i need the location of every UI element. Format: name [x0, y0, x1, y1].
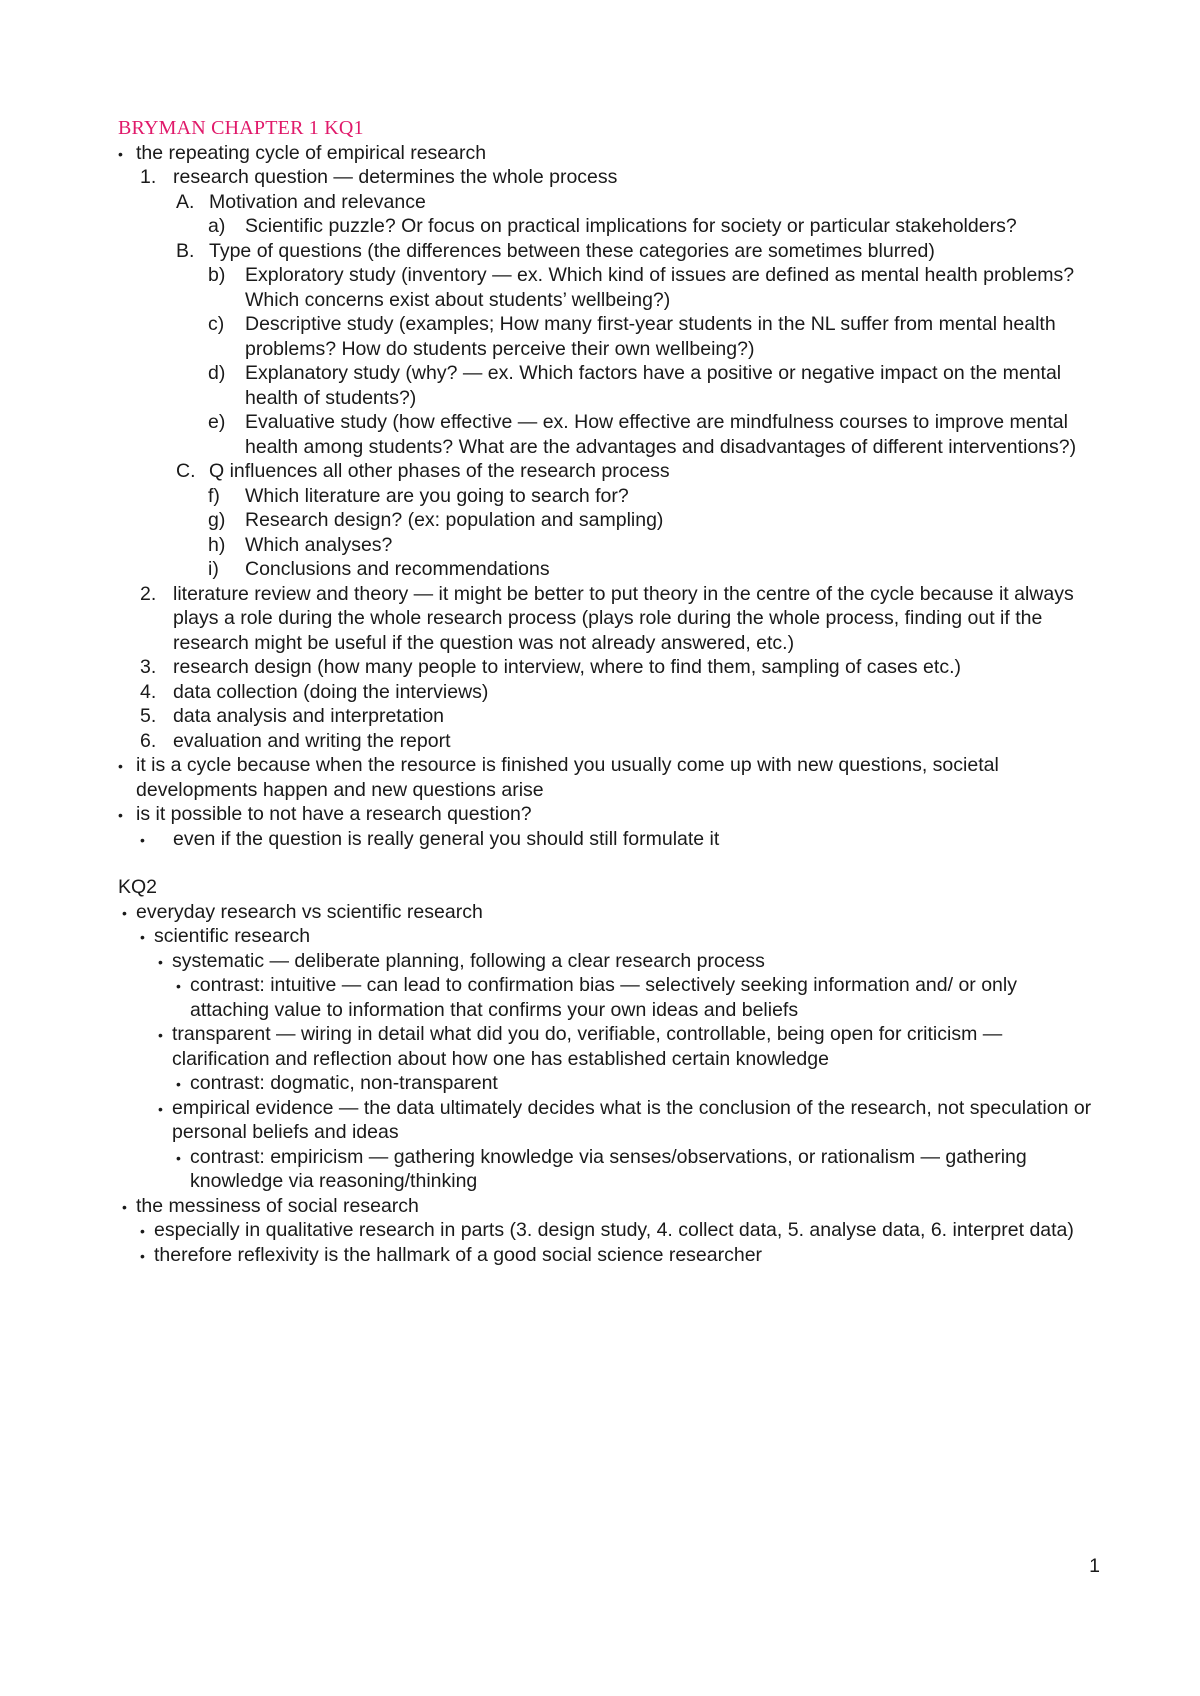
list-marker: •	[118, 758, 123, 774]
list-marker: a)	[208, 215, 226, 237]
list-item-text: literature review and theory — it might be better to put theory in the centre of the cycle because it always plays a role during the whole research process (plays role during the whole process, finding out if the research might be useful if the question was not already answered, etc.)	[173, 582, 1074, 654]
chapter-title: BRYMAN CHAPTER 1 KQ1	[118, 117, 364, 139]
list-item	[118, 680, 1100, 705]
list-item	[118, 753, 1100, 802]
list-item	[118, 459, 1100, 484]
list-item-text: Motivation and relevance	[209, 190, 426, 213]
list-item	[118, 949, 1100, 974]
list-item-text: especially in qualitative research in parts (3. design study, 4. collect data, 5. analyse data, 6. interpret data)	[154, 1219, 1074, 1241]
list-marker: •	[122, 1198, 127, 1215]
list-item	[118, 312, 1100, 361]
list-item-text: systematic — deliberate planning, following a clear research process	[172, 949, 765, 972]
list-item-text: evaluation and writing the report	[173, 729, 451, 752]
list-item-text: research question — determines the whole process	[173, 166, 618, 188]
list-marker: •	[118, 145, 123, 162]
list-item-text: data collection (doing the interviews)	[173, 680, 489, 703]
list-marker: •	[118, 807, 123, 823]
list-marker: 2.	[140, 582, 157, 605]
list-item	[118, 1218, 1100, 1243]
list-marker: 5.	[140, 705, 157, 727]
list-item	[118, 557, 1100, 582]
list-item-text: data analysis and interpretation	[173, 705, 445, 727]
list-marker: i)	[208, 558, 219, 580]
list-item-text: Evaluative study (how effective — ex. How effective are mindfulness courses to improve mental health among students? What are the advantages and disadvantages of different interventions?)	[245, 411, 1077, 458]
list-item	[118, 655, 1100, 680]
list-item-text: the messiness of social research	[136, 1194, 419, 1217]
list-item	[118, 1194, 1100, 1219]
list-marker: g)	[208, 509, 226, 531]
list-item	[118, 190, 1100, 215]
list-marker: c)	[208, 313, 225, 335]
list-marker: A.	[176, 190, 195, 213]
list-marker: •	[140, 1247, 145, 1264]
list-item-text: contrast: empiricism — gathering knowledge via senses/observations, or rationalism — gathering knowledge via reasoning/thinking	[190, 1145, 1027, 1192]
list-marker: •	[176, 1149, 181, 1166]
list-marker: •	[176, 978, 181, 994]
list-item	[118, 484, 1100, 509]
list-item	[118, 582, 1100, 656]
list-item	[118, 533, 1100, 558]
list-item-text: even if the question is really general you should still formulate it	[173, 827, 720, 850]
list-marker: b)	[208, 264, 226, 286]
list-item	[118, 729, 1100, 754]
list-item-text: is it possible to not have a research question?	[136, 803, 532, 825]
page-number: 1	[1089, 1555, 1100, 1577]
list-marker: f)	[208, 484, 220, 507]
list-item	[118, 802, 1100, 827]
list-item-text: Descriptive study (examples; How many first-year students in the NL suffer from mental health problems? How do students perceive their own wellbeing?)	[245, 313, 1056, 360]
list-item-text: Exploratory study (inventory — ex. Which kind of issues are defined as mental health problems? Which concerns exist about students’ wellbeing?)	[245, 264, 1075, 311]
list-item	[118, 361, 1100, 410]
list-marker: 1.	[140, 166, 157, 188]
list-item	[118, 239, 1100, 264]
list-marker: •	[140, 929, 145, 945]
list-item	[118, 924, 1100, 949]
list-item	[118, 508, 1100, 533]
list-item-text: Scientific puzzle? Or focus on practical implications for society or particular stakeholders?	[245, 215, 1017, 237]
list-item-text: scientific research	[154, 925, 311, 947]
list-item-text: Conclusions and recommendations	[245, 558, 550, 580]
list-item-text: it is a cycle because when the resource is finished you usually come up with new questions, societal developments happen and new questions arise	[136, 754, 999, 801]
list-item	[118, 1243, 1100, 1268]
list-marker: B.	[176, 239, 195, 262]
list-item	[118, 263, 1100, 312]
list-item	[118, 1096, 1100, 1145]
list-marker: •	[158, 953, 163, 970]
list-item-text: Q influences all other phases of the research process	[209, 460, 670, 482]
list-item-text: contrast: dogmatic, non-transparent	[190, 1072, 498, 1094]
section-kq1	[118, 141, 1100, 852]
section-kq2-body	[118, 900, 1100, 1268]
list-item	[118, 1145, 1100, 1194]
list-item	[118, 1022, 1100, 1071]
list-marker: 3.	[140, 656, 157, 678]
list-item-text: therefore reflexivity is the hallmark of a good social science researcher	[154, 1243, 763, 1266]
list-marker: •	[140, 831, 145, 848]
list-item	[118, 1071, 1100, 1096]
list-item	[118, 827, 1100, 852]
document-body	[118, 116, 1100, 1267]
list-item-text: contrast: intuitive — can lead to confirmation bias — selectively seeking information and/ or only attaching value to information that confirms your own ideas and beliefs	[190, 974, 1017, 1021]
list-marker: •	[158, 1100, 163, 1117]
list-item-text: the repeating cycle of empirical research	[136, 141, 487, 164]
list-marker: •	[176, 1076, 181, 1092]
list-item	[118, 410, 1100, 459]
list-item-text: empirical evidence — the data ultimately decides what is the conclusion of the research, not speculation or personal beliefs and ideas	[172, 1096, 1092, 1143]
list-item-text: Type of questions (the differences between these categories are sometimes blurred)	[209, 239, 935, 262]
list-marker: 4.	[140, 680, 157, 703]
list-marker: d)	[208, 362, 226, 384]
list-item-text: Research design? (ex: population and sampling)	[245, 509, 664, 531]
list-item-text: Which literature are you going to search for?	[245, 484, 629, 507]
list-marker: e)	[208, 411, 226, 433]
section-title-kq2: KQ2	[118, 876, 158, 898]
list-item	[118, 214, 1100, 239]
list-item	[118, 704, 1100, 729]
list-item	[118, 900, 1100, 925]
list-item-text: research design (how many people to interview, where to find them, sampling of cases etc.)	[173, 656, 961, 678]
list-item-text: transparent — wiring in detail what did you do, verifiable, controllable, being open for criticism — clarification and reflection about how one has established certain knowledge	[172, 1023, 1003, 1070]
list-marker: h)	[208, 533, 226, 556]
list-marker: •	[122, 904, 127, 921]
list-marker: •	[140, 1223, 145, 1239]
list-marker: 6.	[140, 729, 157, 752]
list-marker: •	[158, 1027, 163, 1043]
list-item	[118, 141, 1100, 166]
list-item-text: everyday research vs scientific research	[136, 900, 483, 923]
list-item	[118, 165, 1100, 190]
list-item-text: Which analyses?	[245, 533, 393, 556]
list-item	[118, 973, 1100, 1022]
list-item-text: Explanatory study (why? — ex. Which factors have a positive or negative impact on the mental health of students?)	[245, 362, 1062, 409]
list-marker: C.	[176, 460, 196, 482]
